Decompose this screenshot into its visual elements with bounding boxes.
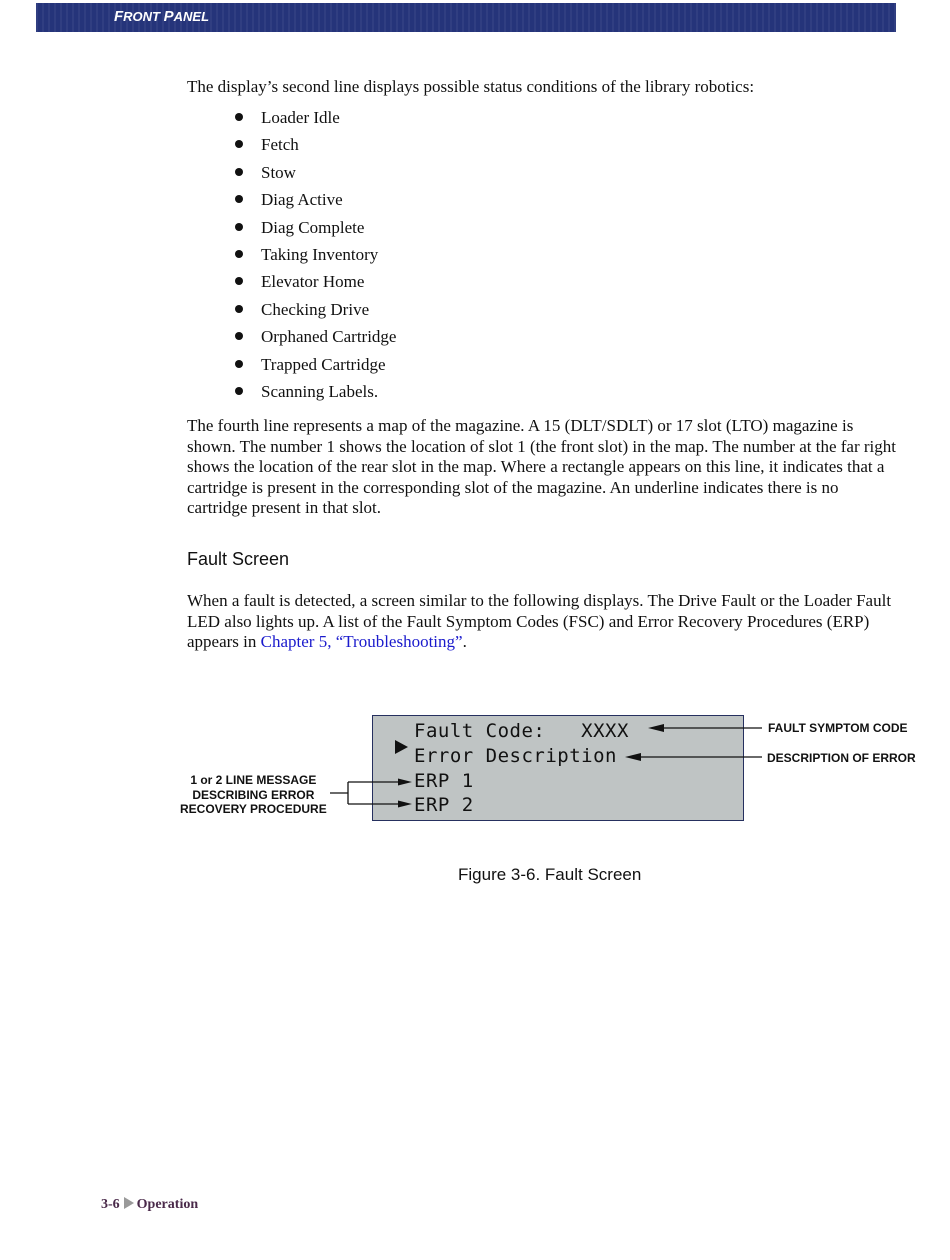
bullet-icon	[235, 250, 243, 258]
list-item-label: Scanning Labels.	[261, 381, 379, 401]
lcd-line-erp-2: ERP 2	[414, 794, 474, 816]
list-item	[237, 160, 396, 187]
bullet-icon	[235, 305, 243, 313]
header-title-rest-2: ANEL	[173, 9, 210, 24]
fsc-callout-label: FAULT SYMPTOM CODE	[768, 721, 908, 735]
header-title-initial-2: P	[163, 8, 174, 25]
bullet-icon	[235, 168, 243, 176]
footer-section-name: Operation	[136, 1197, 199, 1212]
cursor-arrow-icon	[395, 740, 408, 754]
magazine-map-paragraph: The fourth line represents a map of the magazine. A 15 (DLT/SDLT) or 17 slot (LTO) magazine is shown. The number 1 shows the location of slot 1 (the front slot) in the map. The number at the far right shows the location of the rear slot in the map. Where a rectangle appears on this line, it indicates that a cartridge is present in the corresponding slot of the magazine. An underline indicates there is no cartridge present in that slot.	[187, 416, 896, 518]
bullet-icon	[235, 332, 243, 340]
erp-callout-line-3: RECOVERY PROCEDURE	[180, 802, 327, 816]
list-item-label: Elevator Home	[261, 272, 365, 292]
lcd-line-error-description: Error Description	[414, 745, 617, 767]
list-item	[237, 352, 396, 379]
list-item	[237, 132, 396, 159]
header-bar	[36, 3, 896, 32]
list-item-label: Diag Complete	[261, 217, 365, 237]
list-item-label: Fetch	[261, 135, 299, 155]
lcd-line-fault-code: Fault Code: XXXX	[414, 720, 629, 742]
list-item	[237, 297, 396, 324]
troubleshooting-link[interactable]: Chapter 5, “Troubleshooting”	[260, 632, 463, 652]
bullet-icon	[235, 195, 243, 203]
bullet-icon	[235, 277, 243, 285]
description-callout-label: DESCRIPTION OF ERROR	[767, 751, 916, 765]
fault-paragraph	[187, 591, 902, 653]
list-item-label: Loader Idle	[261, 108, 340, 127]
page-number: 3-6	[101, 1197, 120, 1212]
list-item	[237, 215, 396, 242]
list-item	[237, 187, 396, 214]
lcd-display	[372, 715, 744, 821]
erp-callout-label	[180, 773, 327, 817]
fault-paragraph-text: When a fault is detected, a screen similar to the following displays. The Drive Fault or the Loader Fault LED also lights up. A list of the Fault Symptom Codes (FSC) and Error Recovery Procedures (ERP) appears in	[187, 591, 892, 652]
list-item-label: Stow	[261, 162, 296, 182]
bullet-icon	[235, 223, 243, 231]
page-footer	[101, 1197, 198, 1213]
fault-paragraph-period: .	[462, 632, 467, 652]
list-item	[237, 105, 396, 132]
list-item-label: Trapped Cartridge	[261, 354, 386, 374]
list-item	[237, 242, 396, 269]
section-heading: Fault Screen	[187, 549, 290, 569]
list-item-label: Checking Drive	[261, 299, 370, 319]
intro-text: The display’s second line displays possible status conditions of the library robotics:	[187, 77, 755, 96]
erp-callout-line-1: 1 or 2 LINE MESSAGE	[190, 773, 317, 787]
bullet-icon	[235, 113, 243, 121]
figure-caption: Figure 3-6. Fault Screen	[458, 865, 642, 884]
erp-callout-line-2: DESCRIBING ERROR	[192, 787, 315, 802]
list-item	[237, 324, 396, 351]
header-title	[114, 8, 209, 25]
header-title-initial-1: F	[114, 8, 124, 25]
bullet-icon	[235, 387, 243, 395]
header-title-rest-1: RONT	[123, 9, 161, 24]
status-list	[237, 105, 396, 406]
list-item	[237, 379, 396, 406]
bullet-icon	[235, 360, 243, 368]
bullet-icon	[235, 140, 243, 148]
list-item-label: Diag Active	[261, 190, 343, 210]
lcd-line-erp-1: ERP 1	[414, 770, 474, 792]
list-item-label: Taking Inventory	[261, 244, 379, 264]
list-item-label: Orphaned Cartridge	[261, 327, 397, 347]
list-item	[237, 269, 396, 296]
triangle-right-icon	[124, 1197, 134, 1209]
